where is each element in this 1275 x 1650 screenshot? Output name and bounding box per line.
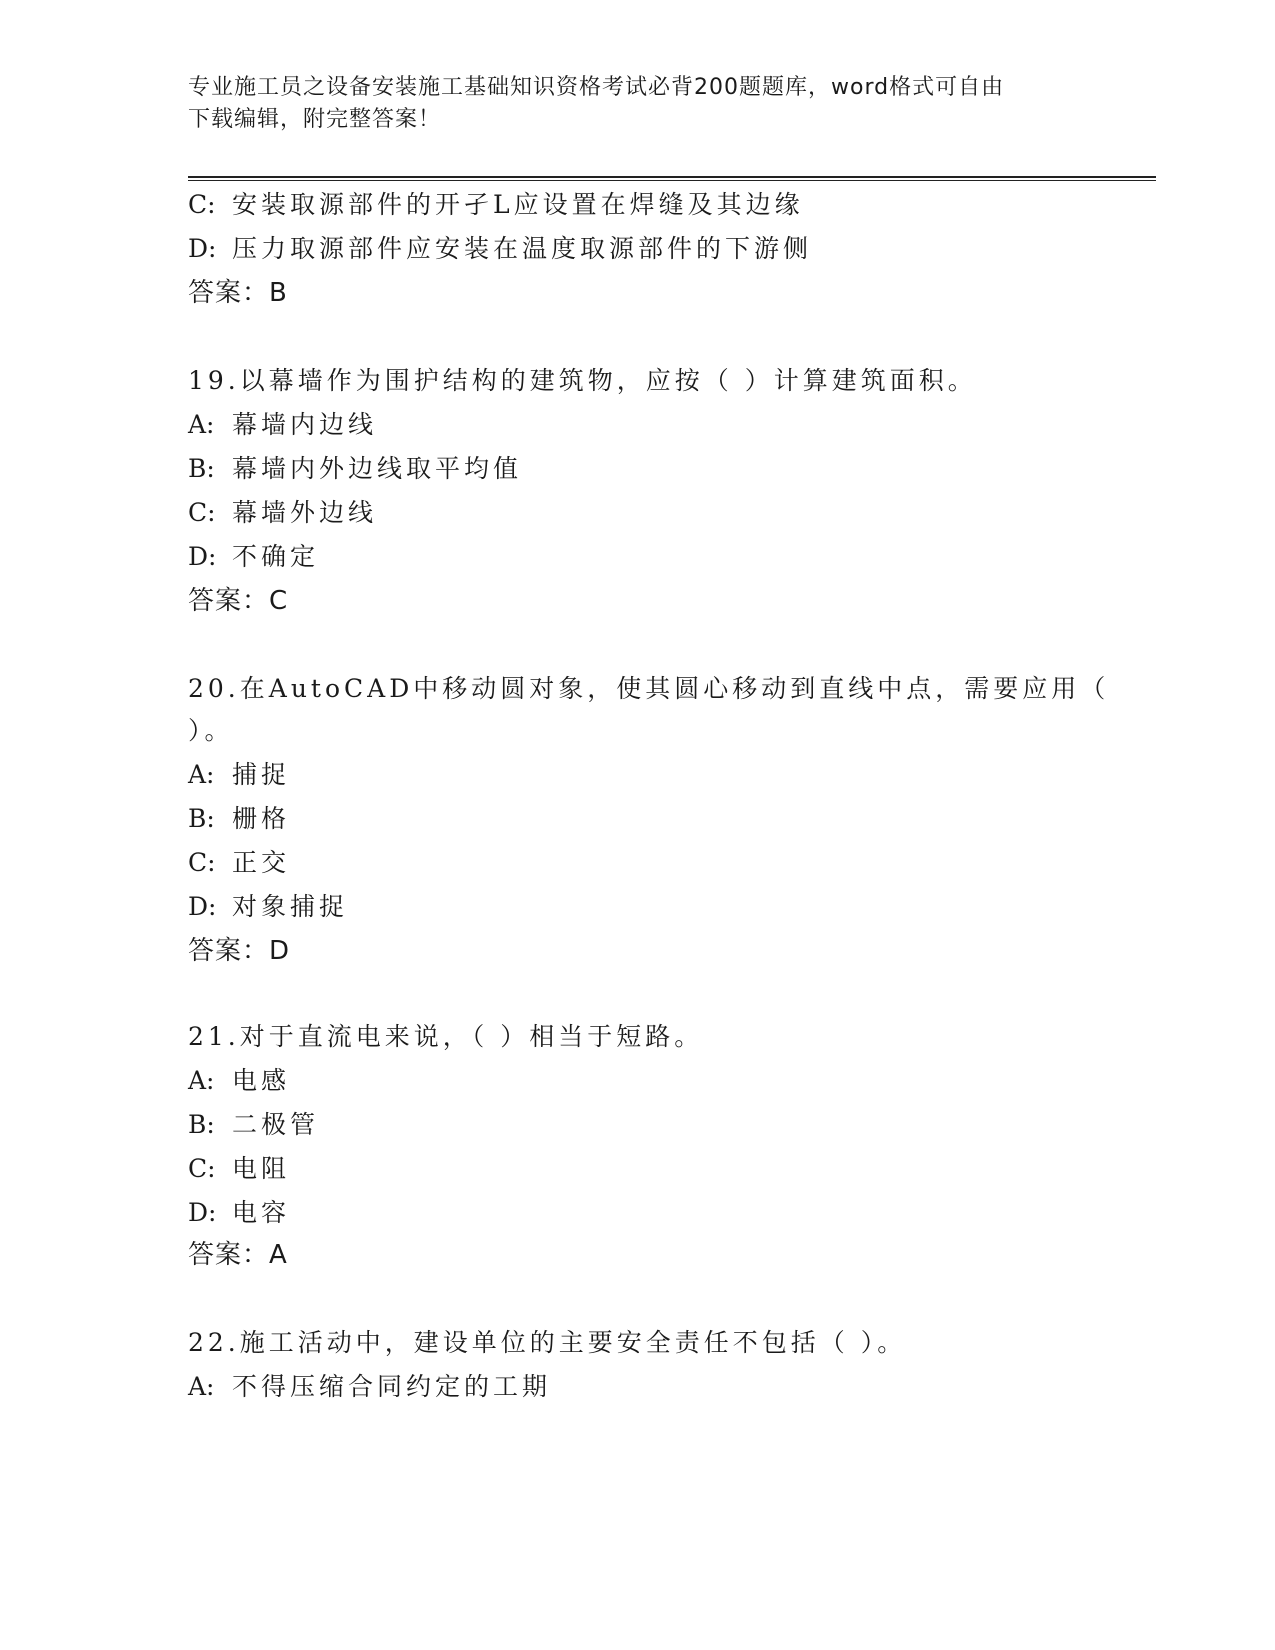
document-header [188,72,1068,136]
header-line-1: 专业施工员之设备安装施工基础知识资格考试必背200题题库，word格式可自由 [188,75,1005,100]
option-text: 不得压缩合同约定的工期 [232,1372,552,1401]
option-label: D: [188,892,217,921]
header-line-2: 下载编辑，附完整答案！ [188,107,442,132]
answer-line: 答案：D [188,936,291,966]
option-line [188,1196,290,1230]
option-text: 安装取源部件的开孑L应设置在焊缝及其边缘 [232,190,804,219]
option-text: 二极管 [232,1110,320,1139]
option-text: 电感 [232,1066,291,1095]
option-text: 幕墙外边线 [232,498,378,527]
answer-line: 答案：C [188,586,289,616]
option-text: 幕墙内边线 [232,410,378,439]
option-text: 捕捉 [232,760,291,789]
answer-line: 答案：B [188,278,288,308]
option-line [188,540,319,574]
option-label: C: [188,1154,216,1183]
option-label: D: [188,234,217,263]
option-label: B: [188,804,215,833]
option-line [188,1370,551,1404]
option-label: A: [188,760,215,789]
option-text: 电容 [232,1198,291,1227]
option-line [188,1064,290,1098]
option-label: D: [188,542,217,571]
option-line [188,408,377,442]
option-line [188,452,522,486]
option-label: A: [188,1372,215,1401]
option-text: 不确定 [232,542,320,571]
option-label: C: [188,848,216,877]
option-text: 幕墙内外边线取平均值 [232,454,523,483]
question-stem: 21.对于直流电来说，（ ）相当于短路。 [188,1022,704,1051]
option-line [188,1152,290,1186]
option-line [188,496,377,530]
question-stem: 22.施工活动中，建设单位的主要安全责任不包括（ ）。 [188,1328,907,1357]
option-label: B: [188,1110,215,1139]
header-divider [188,176,1156,181]
option-label: C: [188,190,216,219]
option-line [188,758,290,792]
option-label: A: [188,1066,215,1095]
option-line [188,846,290,880]
option-text: 电阻 [232,1154,291,1183]
question-stem: 20.在AutoCAD中移动圆对象，使其圆心移动到直线中点，需要应用（ [188,674,1110,703]
option-label: B: [188,454,215,483]
option-text: 栅格 [232,804,291,833]
option-text: 压力取源部件应安装在温度取源部件的下游侧 [232,234,813,263]
option-line [188,1108,319,1142]
question-stem: 19.以幕墙作为围护结构的建筑物，应按（ ）计算建筑面积。 [188,366,977,395]
question-stem-continuation: ）。 [188,716,234,745]
option-line [188,188,804,222]
option-text: 正交 [232,848,291,877]
option-text: 对象捕捉 [232,892,349,921]
option-line [188,802,290,836]
option-line [188,890,348,924]
option-label: A: [188,410,215,439]
option-line [188,232,812,266]
option-label: D: [188,1198,217,1227]
option-label: C: [188,498,216,527]
answer-line: 答案：A [188,1240,288,1270]
